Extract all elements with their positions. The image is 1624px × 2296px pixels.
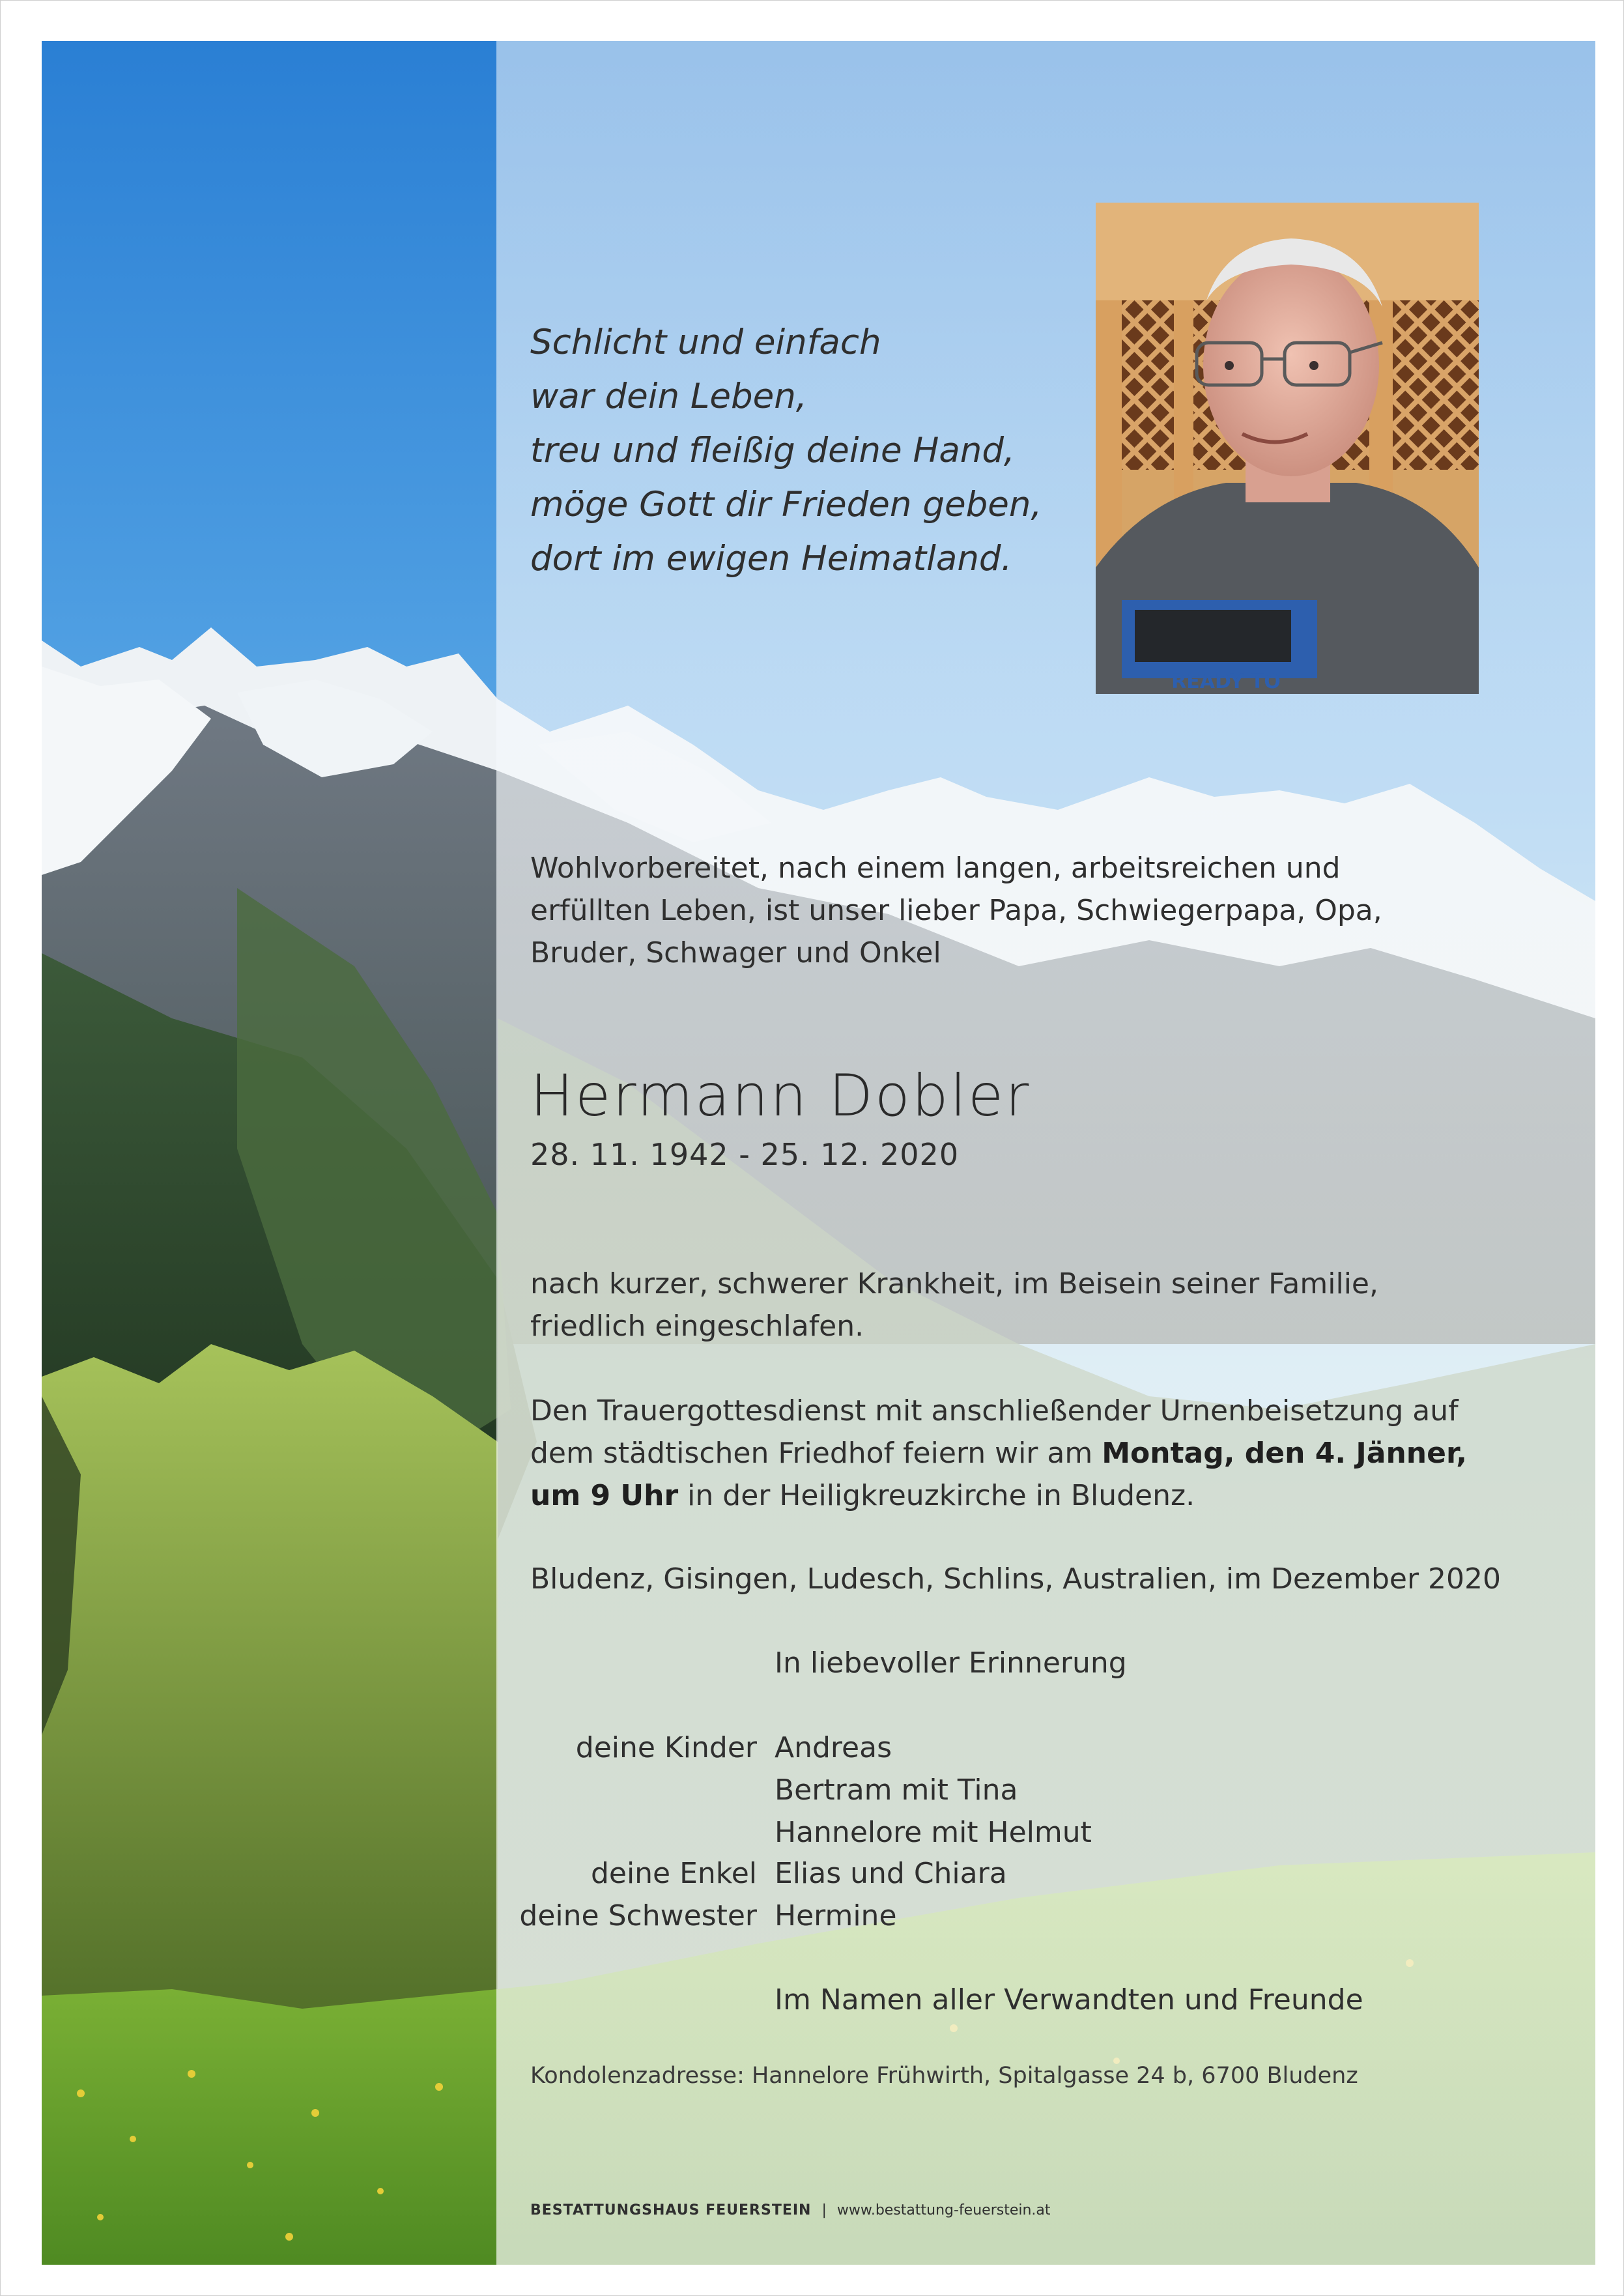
enkel-names: Elias und Chiara [775, 1857, 1007, 1890]
svg-text:READY TO: READY TO [1171, 670, 1281, 693]
service-date: Montag, den 4. Jänner, um 9 Uhr [530, 1437, 1467, 1512]
poem-line: möge Gott dir Frieden geben, [530, 485, 1042, 524]
shirt-print [1171, 670, 1281, 693]
service-text [530, 1390, 1481, 1517]
kinder-name: Bertram mit Tina [775, 1773, 1018, 1807]
footer [530, 2202, 1051, 2218]
schwester-name: Hermine [775, 1899, 897, 1932]
passing-text: nach kurzer, schwerer Krankheit, im Beisein seiner Familie, friedlich eingeschlafen. [530, 1267, 1378, 1343]
poem [530, 315, 1042, 586]
memory-text: In liebevoller Erinnerung [775, 1646, 1127, 1680]
service-text-before: Den Trauergottesdienst mit anschließender Urnenbeisetzung auf dem städtischen Friedhof feiern wir am [530, 1394, 1459, 1470]
closing-text: Im Namen aller Verwandten und Freunde [775, 1983, 1363, 2016]
poem-line: Schlicht und einfach [530, 323, 881, 362]
schwester-label: deine Schwester [519, 1899, 757, 1932]
footer-brand: BESTATTUNGSHAUS FEUERSTEIN [530, 2202, 812, 2218]
deceased-name: Hermann Dobler [530, 1062, 1031, 1129]
kinder-label: deine Kinder [575, 1731, 757, 1764]
intro-text: Wohlvorbereitet, nach einem langen, arbeitsreichen und erfüllten Leben, ist unser lieber Papa, Schwiegerpapa, Opa, Bruder, Schwager und Onkel [530, 852, 1382, 969]
enkel-label: deine Enkel [590, 1857, 757, 1890]
life-dates: 28. 11. 1942 - 25. 12. 2020 [530, 1137, 960, 1172]
poem-line: treu und fleißig deine Hand, [530, 431, 1015, 470]
portrait-photo [1096, 203, 1479, 694]
poem-line: war dein Leben, [530, 377, 807, 416]
places-text: Bludenz, Gisingen, Ludesch, Schlins, Australien, im Dezember 2020 [530, 1562, 1502, 1596]
footer-separator: | [821, 2202, 827, 2218]
kinder-name: Andreas [775, 1731, 892, 1764]
service-text-after: in der Heiligkreuzkirche in Bludenz. [678, 1479, 1195, 1512]
footer-url[interactable]: www.bestattung-feuerstein.at [836, 2202, 1051, 2218]
kinder-name: Hannelore mit Helmut [775, 1816, 1092, 1849]
poem-line: dort im ewigen Heimatland. [530, 539, 1012, 579]
portrait-image [1096, 203, 1479, 694]
condolence-address: Kondolenzadresse: Hannelore Frühwirth, Spitalgasse 24 b, 6700 Bludenz [530, 2063, 1358, 2089]
